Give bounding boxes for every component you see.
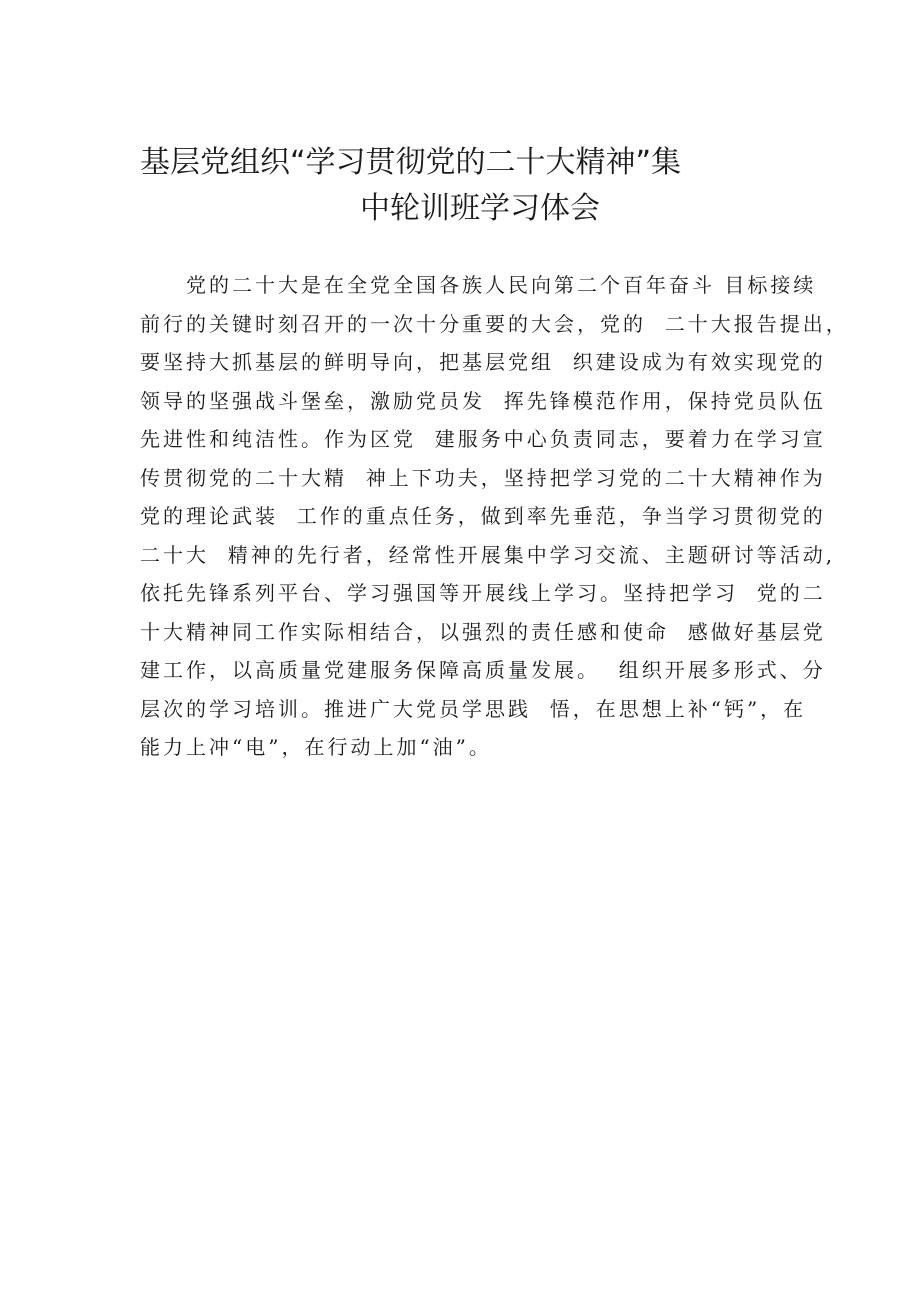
body-paragraph [140, 266, 849, 767]
paragraph-line-3: 要坚持大抓基层的鲜明导向，把基层党组 织建设成为有效实现党的 [140, 350, 826, 374]
paragraph-line-12: 层次的学习培训。推进广大党员学思践 悟，在思想上补“钙”，在 [140, 696, 807, 721]
paragraph-line-8: 二十大 精神的先行者，经常性开展集中学习交流、主题研讨等活动, [140, 542, 836, 567]
paragraph-line-11: 建工作，以高质量党建服务保障高质量发展。 组织开展多形式、分 [140, 658, 826, 682]
title-line-1: 基层党组织“学习贯彻党的二十大精神”集 [140, 145, 682, 180]
title-line-2: 中轮训班学习体会 [360, 191, 600, 226]
paragraph-line-2: 前行的关键时刻召开的一次十分重要的大会，党的 二十大报告提出， [140, 311, 849, 336]
paragraph-line-7: 党的理论武装 工作的重点任务，做到率先垂范，争当学习贯彻党的 [140, 504, 826, 528]
paragraph-line-1: 党的二十大是在全党全国各族人民向第二个百年奋斗 目标接续 [186, 273, 817, 297]
paragraph-line-5: 先进性和纯洁性。作为区党 建服务中心负责同志，要着力在学习宣 [140, 427, 826, 451]
paragraph-line-9: 依托先锋系列平台、学习强国等开展线上学习。坚持把学习 党的二 [140, 581, 826, 605]
paragraph-line-13: 能力上冲“电”，在行动上加“油”。 [140, 735, 492, 759]
paragraph-line-4: 领导的坚强战斗堡垒，激励党员发 挥先锋模范作用，保持党员队伍 [140, 388, 826, 413]
paragraph-line-6: 传贯彻党的二十大精 神上下功夫，坚持把学习党的二十大精神作为 [140, 465, 826, 490]
paragraph-line-10: 十大精神同工作实际相结合，以强烈的责任感和使命 感做好基层党 [140, 619, 826, 644]
document-title [140, 140, 800, 232]
